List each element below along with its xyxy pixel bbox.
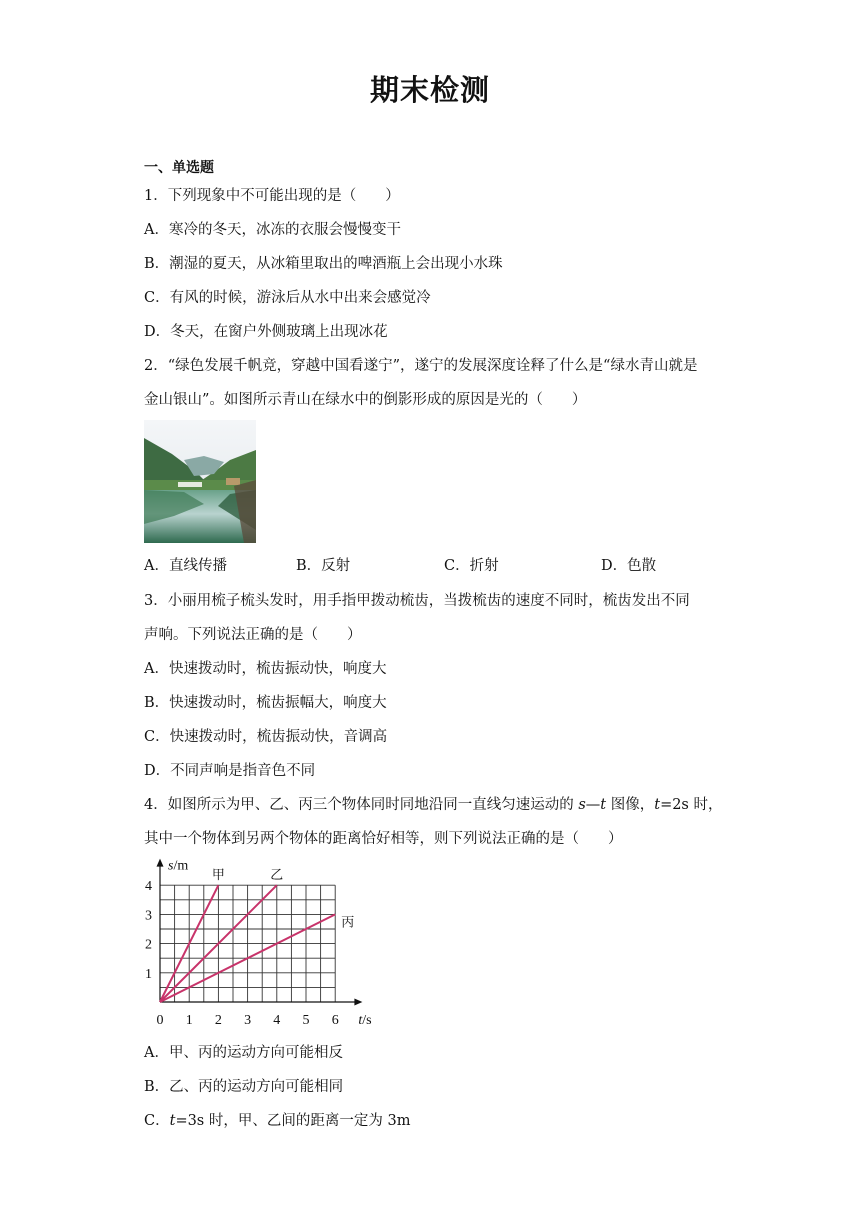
q1-stem: 1．下列现象中不可能出现的是（ ） [144, 188, 400, 204]
x-axis-arrow [354, 999, 362, 1006]
q4-stem-line1 [144, 795, 723, 815]
section-heading: 一、单选题 [144, 160, 214, 176]
x-tick-label: 3 [244, 1013, 252, 1028]
x-axis-label: t/s [358, 1013, 372, 1028]
y-axis-arrow [157, 859, 164, 867]
q4-option-b: B．乙、丙的运动方向可能相同 [144, 1079, 344, 1095]
q4-option-a: A．甲、丙的运动方向可能相反 [144, 1045, 343, 1061]
st-graph [140, 858, 380, 1030]
series-label-2: 乙 [270, 868, 284, 884]
y-axis-label: s/m [168, 858, 189, 874]
st-graph-svg [140, 858, 380, 1030]
q4-var-t2: t [654, 797, 661, 813]
x-tick-label: 6 [331, 1013, 339, 1028]
q2-stem-line2: 金山银山”。如图所示青山在绿水中的倒影形成的原因是光的（ ） [144, 392, 587, 408]
q4-stem-part3: =2s 时， [660, 797, 723, 813]
q4-option-c-var: t [169, 1113, 176, 1129]
q2-option-b: B．反射 [296, 558, 351, 574]
x-tick-label: 0 [156, 1013, 164, 1028]
x-tick-label: 2 [214, 1013, 222, 1028]
x-tick-label: 4 [273, 1013, 281, 1028]
page-title: 期末检测 [369, 73, 490, 107]
q1-option-a: A．寒冷的冬天，冰冻的衣服会慢慢变干 [144, 222, 401, 238]
y-tick-label: 3 [145, 908, 152, 924]
y-tick-label: 4 [145, 879, 152, 895]
y-tick-label: 2 [145, 937, 152, 953]
x-tick-label: 5 [302, 1013, 310, 1028]
q3-stem-line1: 3．小丽用梳子梳头发时，用手指甲拨动梳齿，当拨梳齿的速度不同时，梳齿发出不同 [144, 593, 690, 609]
q4-option-c-prefix: C． [144, 1113, 170, 1129]
q1-option-d: D．冬天，在窗户外侧玻璃上出现冰花 [144, 324, 388, 340]
q2-option-c: C．折射 [444, 558, 499, 574]
q4-var-t: t [600, 797, 607, 813]
q3-option-a: A．快速拨动时，梳齿振动快，响度大 [144, 661, 387, 677]
series-label-3: 丙 [341, 915, 355, 931]
q3-option-d: D．不同声响是指音色不同 [144, 763, 316, 779]
q4-var-s: s [578, 797, 586, 813]
q3-option-b: B．快速拨动时，梳齿振幅大，响度大 [144, 695, 387, 711]
q2-option-d: D．色散 [601, 558, 657, 574]
q3-option-c: C．快速拨动时，梳齿振动快，音调高 [144, 729, 388, 745]
q2-option-a: A．直线传播 [144, 558, 227, 574]
q2-stem-line1: 2．“绿色发展千帆竞，穿越中国看遂宁”，遂宁的发展深度诠释了什么是“绿水青山就是 [144, 358, 698, 374]
q4-option-c [144, 1111, 410, 1131]
q4-stem-line2: 其中一个物体到另两个物体的距离恰好相等，则下列说法正确的是（ ） [144, 831, 623, 847]
q4-stem-part2: 图像， [606, 797, 655, 813]
q1-option-b: B．潮湿的夏天，从冰箱里取出的啤酒瓶上会出现小水珠 [144, 256, 503, 272]
series-label-1: 甲 [211, 868, 225, 884]
q4-option-c-text: =3s 时，甲、乙间的距离一定为 3m [175, 1113, 411, 1129]
lake-reflection-image [144, 420, 256, 543]
x-tick-label: 1 [185, 1013, 193, 1028]
q4-stem-part1: 4．如图所示为甲、乙、丙三个物体同时同地沿同一直线匀速运动的 [144, 797, 579, 813]
q3-stem-line2: 声响。下列说法正确的是（ ） [144, 627, 362, 643]
lake-reflection-photo [144, 420, 256, 543]
q4-dash: — [585, 797, 601, 813]
y-tick-label: 1 [145, 966, 152, 982]
q1-option-c: C．有风的时候，游泳后从水中出来会感觉冷 [144, 290, 431, 306]
